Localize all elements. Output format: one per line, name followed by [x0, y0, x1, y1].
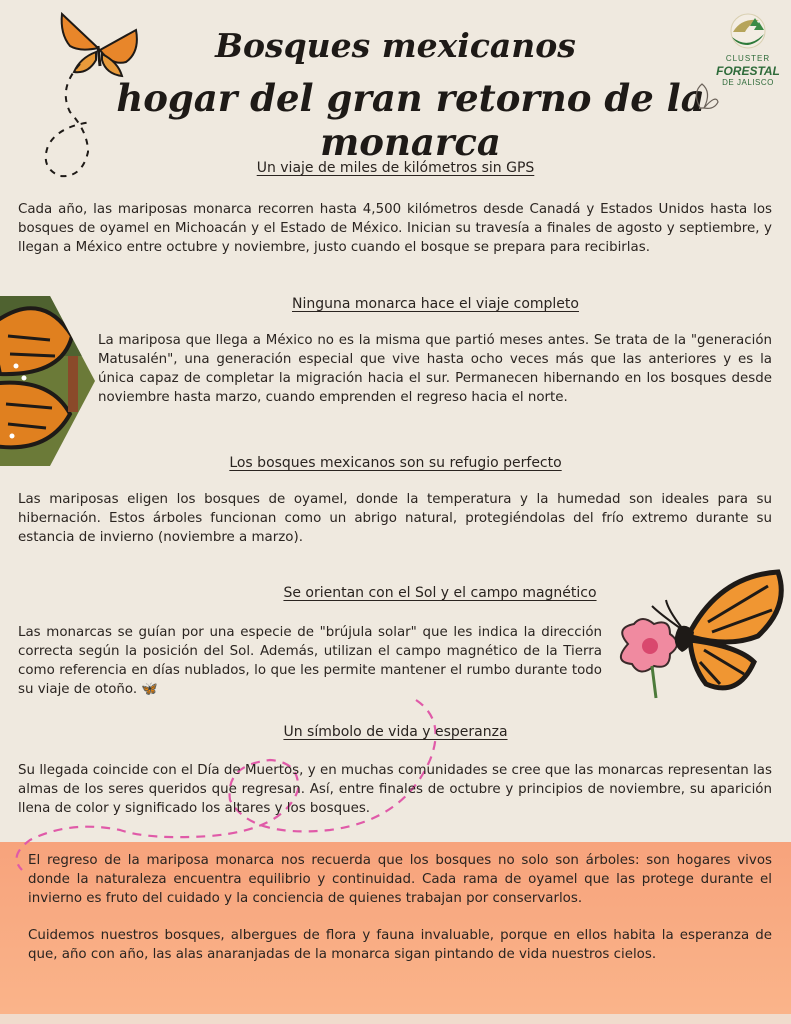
section-heading-monarca: Ninguna monarca hace el viaje completo: [292, 296, 579, 312]
cluster-forestal-logo: [715, 10, 781, 102]
section-body-orientacion: Las monarcas se guían por una especie de "brújula solar" que les indica la dirección correcta según la posición del Sol. Además, utilizan el campo magnético de la Tierra como referencia en días nublados, lo que les permite mantener el rumbo durante todo su viaje de otoño. 🦋: [18, 625, 602, 697]
section-heading-refugio: Los bosques mexicanos son su refugio perfecto: [229, 455, 562, 471]
footer-band: [0, 1014, 791, 1024]
flower-icon: [621, 619, 677, 698]
logo-text-cluster: CLUSTER: [725, 54, 771, 63]
logo-text-forestal: FORESTAL: [716, 64, 780, 78]
logo-text-jalisco: DE JALISCO: [722, 78, 774, 87]
monarch-on-flower-illustration: [608, 566, 791, 702]
monarch-photo-hexagon: [0, 296, 95, 466]
monarch-butterfly-icon: [652, 572, 781, 688]
closing-paragraph-1: El regreso de la mariposa monarca nos recuerda que los bosques no solo son árboles: son hogares vivos donde la naturaleza encuentra equilibrio y continuidad. Cada rama de oyamel que las protege durante el invierno es fruto del cuidado y la conciencia de quienes trabajan por conservarlos.: [28, 853, 772, 906]
section-body-monarca: La mariposa que llega a México no es la misma que partió meses antes. Se trata de la "generación Matusalén", una generación especial que vive hasta ocho veces más que las anteriores y es la única capaz de completar la migración hacia el sur. Permanecen hibernando en los bosques desde noviembre hasta marzo, cuando emprenden el regreso hacia el norte.: [98, 333, 772, 405]
closing-paragraph-2: Cuidemos nuestros bosques, albergues de flora y fauna invaluable, porque en ellos habita la esperanza de que, año con año, las alas anaranjadas de la monarca sigan pintando de vida nuestros cielos.: [28, 928, 772, 962]
page-subtitle: hogar del gran retorno de la monarca: [116, 76, 705, 164]
forest-logo-icon: [715, 10, 781, 54]
section-body-simbolo: Su llegada coincide con el Día de Muertos, y en muchas comunidades se cree que las monarcas representan las almas de los seres queridos que regresan. Así, entre finales de octubre y principios de noviembre, su aparición llena de color y significado los altares y los bosques.: [18, 763, 772, 816]
section-body-refugio: Las mariposas eligen los bosques de oyamel, donde la temperatura y la humedad son ideales para su hibernación. Estos árboles funcionan como un abrigo natural, protegiéndolas del frío extremo durante su estancia de invierno (noviembre a marzo).: [18, 492, 772, 545]
section-heading-orientacion: Se orientan con el Sol y el campo magnético: [283, 585, 597, 601]
section-heading-viaje: Un viaje de miles de kilómetros sin GPS: [256, 160, 535, 176]
page-title: Bosques mexicanos: [215, 26, 576, 65]
section-body-viaje: Cada año, las mariposas monarca recorren hasta 4,500 kilómetros desde Canadá y Estados Unidos hasta los bosques de oyamel en Michoacán y el Estado de México. Inician su travesía a finales de agosto y septiembre, y llegan a México entre octubre y noviembre, justo cuando el bosque se prepara para recibirlas.: [18, 202, 772, 255]
section-heading-simbolo: Un símbolo de vida y esperanza: [283, 724, 508, 740]
